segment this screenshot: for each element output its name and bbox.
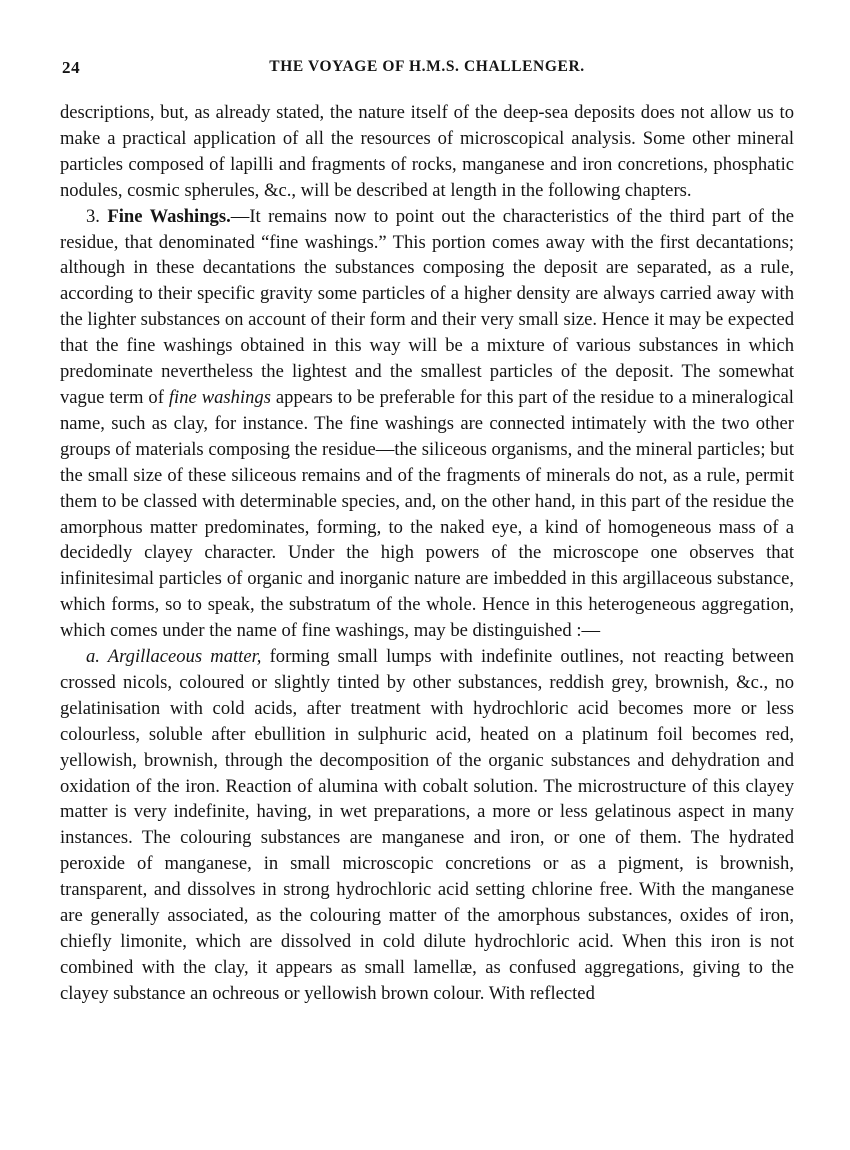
italic-term: fine washings — [168, 386, 271, 408]
paragraph-1-text: descriptions, but, as already stated, the nature itself of the deep-sea deposits does not allow us to make a practical application of all the resources of microscopical analysis. Some other mineral particles composed of lapilli and fragments of rocks, manganese and iron concretions, phosphatic nodules, cosmic spherules, &c., will be described at length in the following chapters. — [60, 102, 794, 201]
paragraph-2-text-a: —It remains now to point out the characteristics of the third part of the residue, that denominated “fine washings.” This portion comes away with the first decantations; although in these decantations the substances composing the deposit are separated, as a rule, according to their specific gravity some particles of a higher density are always carried away with the lighter substances on account of their form and their very small size. Hence it may be expected that the fine washings obtained in this way will be a mixture of various substances in which predominate nevertheless the lightest and the smallest particles of the deposit. The somewhat vague term of — [60, 205, 794, 408]
paragraph-continuation — [60, 100, 794, 204]
paragraph-3-text: forming small lumps with indefinite outlines, not reacting between crossed nicols, coloured or slightly tinted by other substances, reddish grey, brownish, &c., no gelatinisation with cold acids, after treatment with hydrochloric acid becomes more or less colourless, soluble after ebullition in sulphuric acid, heated on a platinum foil becomes red, yellowish, brownish, through the decomposition of the organic substances and dehydration and oxidation of the iron. Reaction of alumina with cobalt solution. The microstructure of this clayey matter is very indefinite, having, in wet preparations, a more or less gelatinous aspect in many instances. The colouring substances are manganese and iron, or one of them. The hydrated peroxide of manganese, in small microscopic concretions or as a pigment, is brownish, transparent, and dissolves in strong hydrochloric acid setting chlorine free. With the manganese are generally associated, as the colouring matter of the amorphous substances, oxides of iron, chiefly limonite, which are dissolved in cold dilute hydrochloric acid. When this iron is not combined with the clay, it appears as small lamellæ, as confused aggregations, giving to the clayey substance an ochreous or yellowish brown colour. With reflected — [60, 646, 795, 1004]
item-label: a. Argillaceous matter, — [86, 646, 262, 668]
paragraph-2-text-b: appears to be preferable for this part of the residue to a mineralogical name, such as clay, for instance. The fine washings are connected intimately with the two other groups of materials composing the residue—the siliceous organisms, and the mineral particles; but the small size of these siliceous remains and of the fragments of minerals do not, as a rule, permit them to be classed with determinable species, and, on the other hand, in this part of the residue the amorphous matter predominates, forming, to the naked eye, a kind of homogeneous mass of a decidedly clayey character. Under the high powers of the microscope one observes that infinitesimal particles of organic and inorganic nature are imbedded in this argillaceous substance, which forms, so to speak, the substratum of the whole. Hence in this heterogeneous aggregation, which comes under the name of fine washings, may be distinguished :— — [60, 386, 794, 642]
running-header — [60, 58, 794, 92]
paragraph-fine-washings — [60, 204, 794, 644]
page-number: 24 — [62, 58, 81, 77]
body-text — [60, 100, 794, 1007]
section-heading: Fine Washings. — [107, 205, 231, 227]
running-title: THE VOYAGE OF H.M.S. CHALLENGER. — [269, 58, 585, 75]
section-number: 3. — [86, 205, 100, 227]
paragraph-argillaceous — [60, 644, 794, 1007]
